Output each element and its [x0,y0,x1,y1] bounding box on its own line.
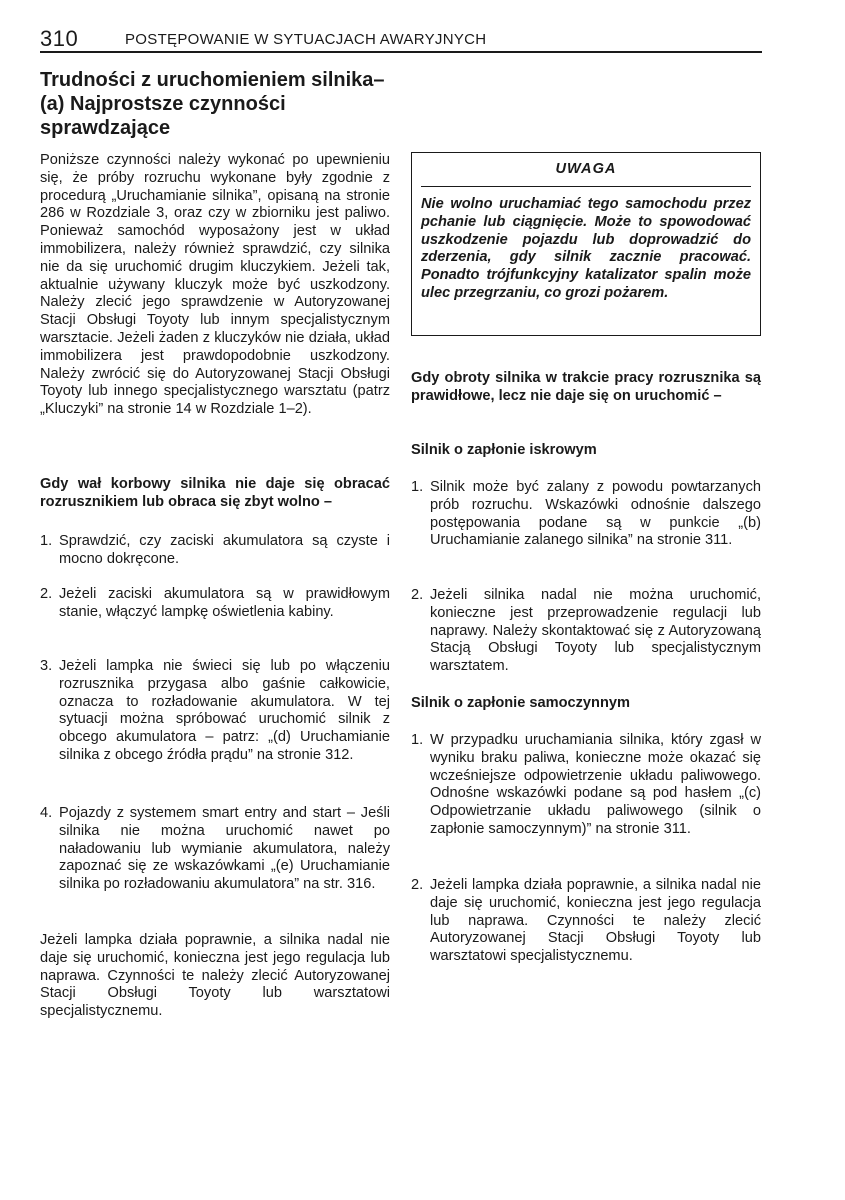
list-item [40,658,390,765]
closing-text: Jeżeli lampka działa poprawnie, a silnika nadal nie daje się uruchomić, konieczna jest jego regulacja lub naprawa. Czynności te należy zlecić Autoryzowanej Stacji Obsługi Toyoty lub warsztatowi specjalistycznemu. [40,932,390,1020]
no-start-subheading-text: Gdy obroty silnika w trakcie pracy rozrusznika są prawidłowe, lecz nie daje się on uruchomić – [411,370,761,404]
list-item-number: 1. [40,533,53,549]
list-item-text: Jeżeli lampka nie świeci się lub po włączeniu rozrusznika przygasa albo gaśnie całkowicie, oznacza to rozładowanie akumulatora. W tej sytuacji można spróbować uruchomić silnik z obcego akumulatora – patrz: „(d) Uruchamianie silnika z obcego źródła prądu” na stronie 312. [59,658,390,763]
list-item-text: Silnik może być zalany z powodu powtarzanych prób rozruchu. Wskazówki odnośnie dalszego postępowania podane są w punkcie „(b) Uruchamianie zalanego silnika” na stronie 311. [430,479,761,549]
spark-ignition-heading-text: Silnik o zapłonie iskrowym [411,442,597,458]
warning-box [411,152,761,336]
list-item-number: 2. [40,586,53,602]
page-number: 310 [40,26,79,51]
running-header: POSTĘPOWANIE W SYTUACJACH AWARYJNYCH [125,31,487,48]
list-item-number: 1. [411,479,424,495]
cranking-subheading-text: Gdy wał korbowy silnika nie daje się obracać rozrusznikiem lub obraca się zbyt wolno – [40,476,390,510]
warning-divider [421,186,751,187]
list-item [411,587,761,676]
spark-ignition-heading [411,442,761,460]
list-item-number: 3. [40,658,53,674]
closing-paragraph [40,932,390,1021]
list-item-number: 4. [40,805,53,821]
warning-title: UWAGA [555,161,617,177]
cranking-subheading [40,476,390,512]
header-rule [40,51,762,53]
section-title: Trudności z uruchomieniem silnika– (a) Najprostsze czynności sprawdzające [40,69,385,139]
intro-text: Poniższe czynności należy wykonać po upewnieniu się, że próby rozruchu wykonane były zgodnie z procedurą „Uruchamianie silnika”, opisaną na stronie 286 w Rozdziale 3, oraz czy w zbiorniku jest paliwo. Ponieważ samochód wyposażony jest w układ immobilizera, należy również sprawdzić, czy silnika nie da się uruchomić drugim kluczykiem. Jeżeli tak, aktualnie używany kluczyk może być uszkodzony. Należy zlecić jego sprawdzenie w Autoryzowanej Stacji Obsługi Toyoty lub innym specjalistycznym warsztacie. Jeżeli żaden z kluczyków nie działa, układ immobilizera jest prawdopodobnie uszkodzony. Należy zwrócić się do Autoryzowanej Stacji Obsługi Toyoty lub innego specjalistycznego warsztatu (patrz „Kluczyki” na stronie 14 w Rozdziale 1–2). [40,152,390,418]
list-item-number: 2. [411,877,424,893]
list-item [40,586,390,622]
list-item-text: Pojazdy z systemem smart entry and start – Jeśli silnika nie można uruchomić nawet po naładowaniu lub wymianie akumulatora, należy zapoznać się ze wskazówkami „(e) Uruchamianie silnika po rozładowaniu akumulatora” na str. 316. [59,805,390,893]
no-start-subheading [411,370,761,406]
list-item [411,732,761,839]
list-item [411,877,761,966]
warning-text: Nie wolno uruchamiać tego samochodu przez pchanie lub ciągnięcie. Może to spowodować uszkodzenie pojazdu lub doprowadzić do zderzenia, gdy silnik zacznie pracować. Ponadto trójfunkcyjny katalizator spalin może ulec przegrzaniu, co grozi pożarem. [421,196,751,301]
list-item [40,805,390,894]
list-item-number: 1. [411,732,424,748]
diesel-heading-text: Silnik o zapłonie samoczynnym [411,695,630,711]
list-item-number: 2. [411,587,424,603]
list-item-text: W przypadku uruchamiania silnika, który zgasł w wyniku braku paliwa, konieczne może okazać się wcześniejsze odpowietrzenie układu paliwowego. Odnośne wskazówki podane są pod hasłem „(c) Odpowietrzanie układu paliwowego (silnik o zapłonie samoczynnym)” na stronie 311. [430,732,761,837]
list-item-text: Jeżeli lampka działa poprawnie, a silnika nadal nie daje się uruchomić, konieczna jest jego regulacja lub naprawa. Czynności te należy zlecić Autoryzowanej Stacji Obsługi Toyoty lub warsztatowi specjalistycznemu. [430,877,761,965]
list-item-text: Jeżeli silnika nadal nie można uruchomić, konieczne jest przeprowadzenie regulacji lub naprawy. Należy skontaktować się z Autoryzowaną Stacją Obsługi Toyoty lub specjalistycznym warsztatem. [430,587,761,675]
list-item-text: Sprawdzić, czy zaciski akumulatora są czyste i mocno dokręcone. [59,533,390,567]
list-item [411,479,761,550]
list-item [40,533,390,569]
diesel-heading [411,695,761,713]
list-item-text: Jeżeli zaciski akumulatora są w prawidłowym stanie, włączyć lampkę oświetlenia kabiny. [59,586,390,620]
intro-paragraph [40,152,390,419]
